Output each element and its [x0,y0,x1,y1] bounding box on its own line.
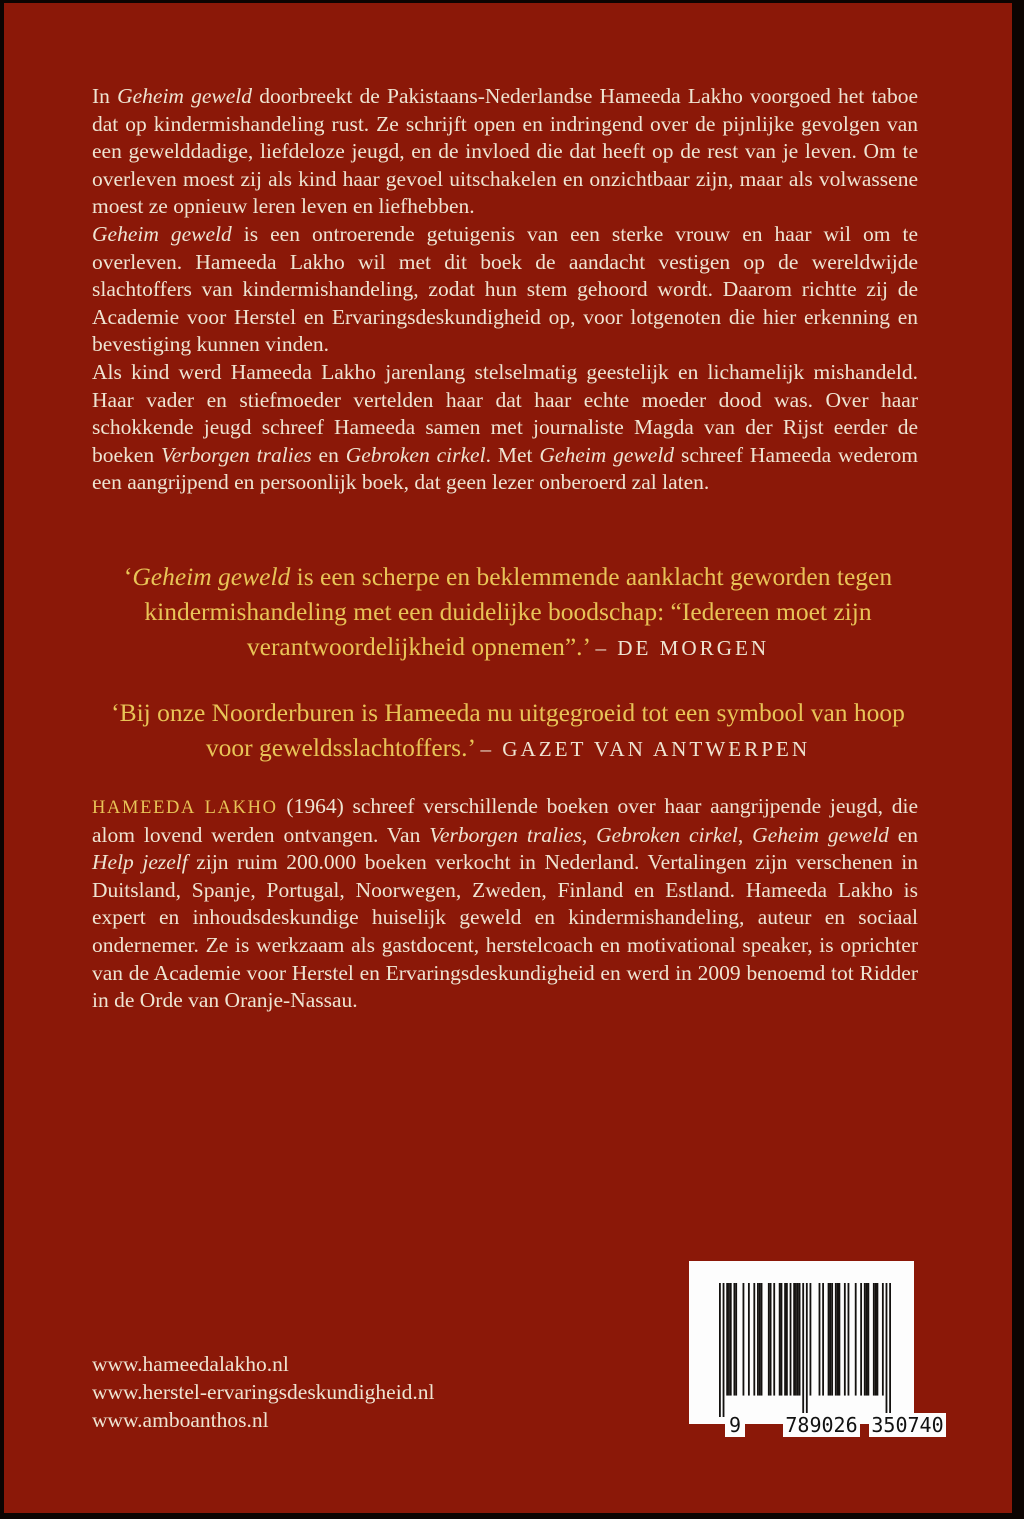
barcode-digit-leading: 9 [725,1413,745,1437]
text-segment: schreef Hameeda wederom een aangrijpend en persoonlijk boek, dat geen lezer onberoerd zal laten. [92,442,919,495]
text-segment: , [581,822,597,847]
website-url-author: www.hameedalakho.nl [92,1352,289,1376]
barcode-digits-group2: 350740 [869,1413,946,1437]
book-title-italic: Geheim geweld [539,442,675,467]
text-segment: doorbreekt de Pakistaans-Nederlandse Hameeda Lakho voorgoed het taboe dat op kindermishandeling rust. Ze schrijft open en indringend over de pijnlijke gevolgen van een gewelddadige, liefdeloze jeugd, en de invloed die dat heeft op de rest van je leven. Om te overleven moest zij als kind haar gevoel uitschakelen en onzichtbaar zijn, maar als volwassene moest ze opnieuw leren leven en liefhebben. [92,84,919,219]
author-bio-paragraph [92,793,918,1015]
book-title-italic: Verborgen tralies [161,442,312,467]
synopsis-paragraph-2 [92,221,918,359]
text-segment: en [888,822,919,847]
synopsis-paragraph-3 [92,359,918,497]
barcode-bars [719,1283,891,1417]
text-segment: Als kind werd Hameeda Lakho jarenlang stelselmatig geestelijk en lichamelijk mishandeld. Haar vader en stiefmoeder vertelden haar dat haar echte moeder dood was. Over haar schokkende jeugd schreef Hameeda samen met journaliste Magda van der Rijst eerder de boeken [92,359,918,467]
book-title-italic: Geheim geweld [117,84,253,108]
press-quote-gazet-van-antwerpen [90,695,926,767]
text-segment: , [737,822,753,847]
press-quote-de-morgen [90,559,926,666]
website-url-academy: www.herstel-ervaringsdeskundigheid.nl [92,1380,435,1404]
book-title-italic: Help jezelf [92,850,188,875]
text-segment: zijn ruim 200.000 boeken verkocht in Nederland. Vertalingen zijn verschenen in Duitsland, Spanje, Portugal, Noorwegen, Zweden, Finland en Estland. Hameeda Lakho is expert en inhoudsdeskundige huiselijk geweld en kindermishandeling, auteur en sociaal ondernemer. Ze is werkzaam als gastdocent, herstelcoach en motivational speaker, is oprichter van de Academie voor Herstel en Ervaringsdeskundigheid en werd in 2009 benoemd tot Ridder in de Orde van Oranje-Nassau. [92,850,918,1013]
text-segment: ‘Bij onze Noorderburen is Hameeda nu uitgegroeid tot een symbool van hoop voor geweldsslachtoffers.’ [111,698,905,762]
text-segment: (1964) schreef verschillende boeken over haar aangrijpende jeugd, die alom lovend werden ontvangen. Van [92,794,918,847]
website-list [92,1350,435,1434]
text-segment: In [92,84,118,108]
book-title-italic: Verborgen tralies [429,822,582,847]
website-url-publisher: www.amboanthos.nl [92,1408,269,1432]
book-title-italic: Geheim geweld [92,221,232,246]
barcode-panel [689,1261,944,1437]
book-title-italic: Geheim geweld [752,822,889,847]
author-bio [92,793,918,1015]
quote-source: – DE MORGEN [595,636,770,660]
text-segment: en [311,442,346,467]
text-segment: is een scherpe en beklemmende aanklacht geworden tegen kindermishandeling met een duidelijke boodschap: “Iedereen moet zijn verantwoordelijkheid opnemen”.’ [144,562,893,661]
barcode [719,1283,944,1437]
book-title-italic: Gebroken cirkel [596,822,738,847]
barcode-digits-group1: 789026 [783,1413,860,1437]
book-back-cover [4,3,1012,1513]
book-title-italic: Geheim geweld [132,562,291,591]
text-segment: ‘ [123,562,133,591]
text-segment: is een ontroerende getuigenis van een sterke vrouw en haar wil om te overleven. Hameeda Lakho wil met dit boek de aandacht vestigen op de wereldwijde slachtoffers van kindermishandeling, zodat hun stem gehoord wordt. Daarom richtte zij de Academie voor Herstel en Ervaringsdeskundigheid op, voor lotgenoten die hier erkenning en bevestiging kunnen vinden. [92,221,919,357]
synopsis-paragraph-1 [92,83,918,221]
synopsis [92,83,918,497]
book-title-italic: Gebroken cirkel [345,442,486,467]
text-segment: . Met [485,442,540,467]
text-segment: HAMEEDA LAKHO [92,797,278,817]
quote-source: – GAZET VAN ANTWERPEN [480,737,811,761]
